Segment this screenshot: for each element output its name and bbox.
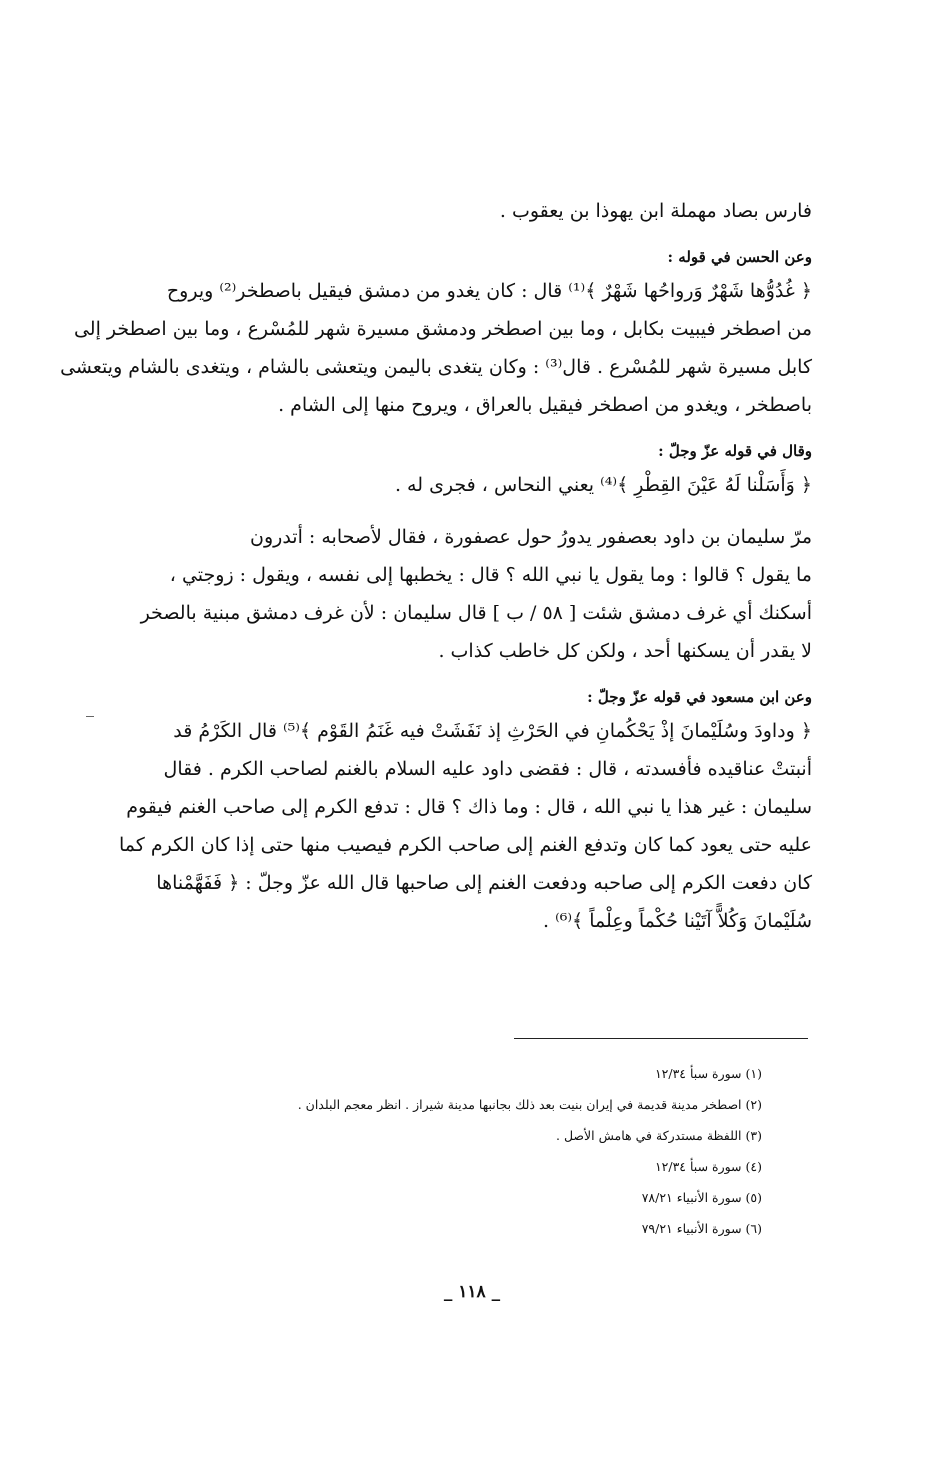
text-line: أنبتتْ عناقيده فأفسدته ، قال : فقضى داود عليه السلام بالغنم لصاحب الكرم . فقال — [163, 758, 812, 780]
text-line: كابل مسيرة شهر للمُسْرع . قال⁽³⁾ : وكان يتغدى باليمن ويتعشى بالشام ، ويتغدى بالشام ويتعشى — [60, 356, 812, 378]
text-line: ﴿ غُدُوُّها شَهْرٌ وَرواحُها شَهْرٌ ﴾⁽¹⁾ قال : كان يغدو من دمشق فيقيل باصطخر⁽²⁾ ويروح — [166, 280, 812, 302]
footnotes — [200, 1058, 762, 1244]
text-line: ﴿ وداودَ وسُلَيْمانَ إذْ يَحْكُمانِ في الحَرْثِ إذ نَفَشَتْ فيه غَنَمُ القَوْم ﴾⁽⁵⁾ قال الكَرْمُ قد — [173, 720, 812, 742]
text-line: من اصطخر فيبيت بكابل ، وما بين اصطخر ودمشق مسيرة شهر للمُسْرع ، وما بين اصطخر إلى — [73, 318, 812, 340]
text-line: مرّ سليمان بن داود بعصفور يدورُ حول عصفورة ، فقال لأصحابه : أتدرون — [250, 526, 812, 548]
section-heading: وقال في قوله عزّ وجلّ : — [658, 442, 812, 460]
footnote: (٦) سورة الأنبياء ٧٩/٢١ — [641, 1221, 762, 1236]
section-heading: وعن ابن مسعود في قوله عزّ وجلّ : — [587, 688, 812, 706]
footnote: (٤) سورة سبأ ١٢/٣٤ — [654, 1159, 762, 1174]
footnote: (١) سورة سبأ ١٢/٣٤ — [654, 1066, 762, 1081]
section-heading: وعن الحسن في قوله : — [667, 248, 812, 266]
footnote-divider — [514, 1038, 808, 1039]
main-text — [60, 192, 812, 940]
text-line: ما يقول ؟ قالوا : وما يقول يا نبي الله ؟ قال : يخطبها إلى نفسه ، ويقول : زوجتي ، — [169, 564, 812, 586]
text-line: أسكنك أي غرف دمشق شئت [ ٥٨ / ب ] قال سليمان : لأن غرف دمشق مبنية بالصخر — [140, 602, 812, 624]
text-line: كان دفعت الكرم إلى صاحبه ودفعت الغنم إلى صاحبها قال الله عزّ وجلّ : ﴿ فَفَهَّمْناها — [156, 872, 812, 894]
margin-mark — [86, 716, 94, 717]
footnote: (٣) اللفظة مستدركة في هامش الأصل . — [556, 1128, 762, 1143]
text-line: لا يقدر أن يسكنها أحد ، ولكن كل خاطب كذاب . — [438, 640, 812, 662]
text-line: عليه حتى يعود كما كان وتدفع الغنم إلى صاحب الكرم فيصيب منها حتى إذا كان الكرم كما — [119, 834, 812, 856]
page-number: _ ١١٨ _ — [443, 1282, 501, 1302]
text-line: سليمان : غير هذا يا نبي الله ، قال : وما ذاك ؟ قال : تدفع الكرم إلى صاحب الغنم فيقوم — [126, 796, 812, 818]
text-line: باصطخر ، ويغدو من اصطخر فيقيل بالعراق ، ويروح منها إلى الشام . — [278, 394, 812, 416]
footnote: (٥) سورة الأنبياء ٧٨/٢١ — [641, 1190, 762, 1205]
text-line: ﴿ وَأَسَلْنا لَهُ عَيْنَ القِطْرِ ﴾⁽⁴⁾ يعني النحاس ، فجرى له . — [394, 474, 812, 496]
footnote: (٢) اصطخر مدينة قديمة في إيران بنيت بعد ذلك بجانبها مدينة شيراز . انظر معجم البلدان . — [297, 1097, 762, 1112]
text-line: فارس بصاد مهملة ابن يهوذا بن يعقوب . — [499, 200, 812, 222]
text-line: سُلَيْمانَ وَكُلاًّ آتَيْنا حُكْماً وعِلْماً ﴾⁽⁶⁾ . — [542, 910, 812, 932]
